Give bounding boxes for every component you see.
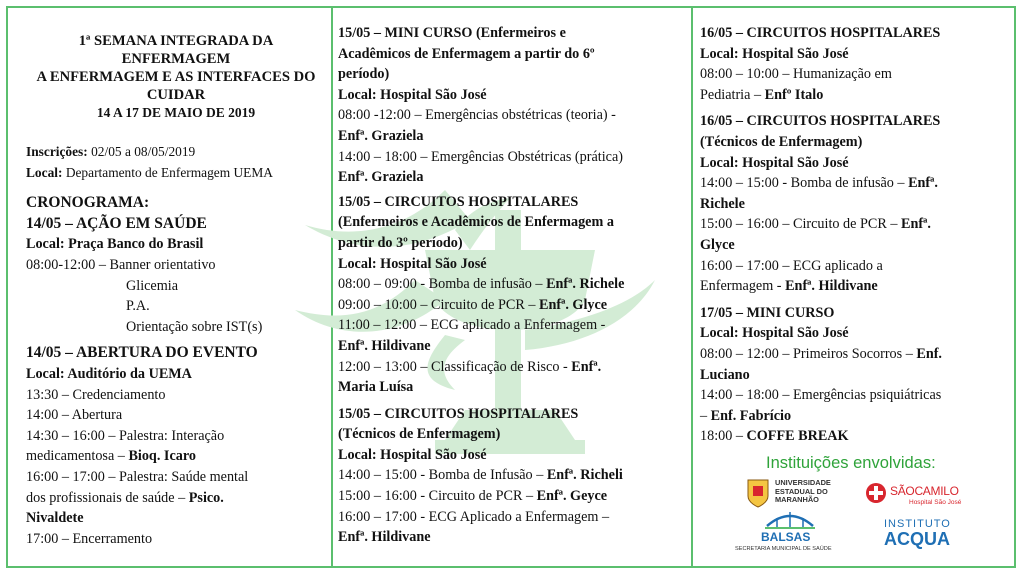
schedule-item: 12:00 – 13:00 – Classificação de Risco - Enfª.	[338, 358, 602, 375]
section-title: Acadêmicos de Enfermagem a partir do 6º	[338, 45, 595, 62]
section-title: 16/05 – CIRCUITOS HOSPITALARES	[700, 113, 941, 130]
schedule-item: 16:00 – 17:00 – ECG aplicado a	[700, 257, 883, 274]
schedule-item: 14:30 – 16:00 – Palestra: Interação	[26, 427, 225, 444]
event-title-line1: 1ª SEMANA INTEGRADA DA ENFERMAGEM	[78, 33, 274, 67]
uema-name-line: MARANHÃO	[775, 495, 819, 505]
schedule-item: dos profissionais de saúde – Psico.	[26, 489, 224, 506]
column-middle	[338, 0, 688, 548]
schedule-subitem: Orientação sobre IST(s)	[126, 318, 263, 335]
schedule-item: Luciano	[700, 366, 750, 383]
schedule-item: 17:00 – Encerramento	[26, 530, 153, 547]
section-title: (Enfermeiros e Acadêmicos de Enfermagem a	[338, 214, 614, 231]
section-title: 14/05 – AÇÃO EM SAÚDE	[26, 214, 207, 232]
schedule-item: Richele	[700, 195, 745, 212]
section-title: 15/05 – CIRCUITOS HOSPITALARES	[338, 405, 579, 422]
schedule-item: Enfª. Hildivane	[338, 337, 431, 354]
balsas-name: BALSAS	[761, 530, 811, 544]
section-location: Local: Hospital São José	[700, 154, 849, 171]
schedule-item: 14:00 – 18:00 – Emergências psiquiátricas	[700, 387, 942, 404]
schedule-item: Enfª. Graziela	[338, 169, 424, 186]
schedule-item: Enfª. Hildivane	[338, 529, 431, 546]
section-location: Local: Hospital São José	[338, 86, 487, 103]
section-title: 15/05 – MINI CURSO (Enfermeiros e	[338, 25, 566, 41]
schedule-item: 16:00 – 17:00 - ECG Aplicado a Enfermagem –	[338, 508, 610, 525]
schedule-item: Pediatria – Enfº Italo	[700, 86, 824, 103]
schedule-item: 09:00 – 10:00 – Circuito de PCR – Enfª. Glyce	[338, 296, 608, 313]
section-location: Local: Auditório da UEMA	[26, 365, 192, 382]
red-cross-icon	[865, 482, 887, 504]
acqua-logo	[884, 518, 964, 554]
schedule-item: Enfermagem - Enfª. Hildivane	[700, 278, 878, 295]
schedule-item: 18:00 – COFFE BREAK	[700, 428, 849, 445]
section-title: (Técnicos de Enfermagem)	[338, 426, 501, 443]
column-right	[700, 0, 1000, 447]
saocamilo-logo	[865, 480, 965, 510]
schedule-item: 15:00 – 16:00 - Circuito de PCR – Enfª. Geyce	[338, 488, 608, 505]
schedule-item: Nivaldete	[26, 510, 84, 527]
event-title-line2: A ENFERMAGEM E AS INTERFACES DO CUIDAR	[36, 69, 316, 103]
section-title: 14/05 – ABERTURA DO EVENTO	[26, 344, 258, 362]
schedule-item: medicamentosa – Bioq. Icaro	[26, 448, 196, 465]
schedule-item: 15:00 – 16:00 – Circuito de PCR – Enfª.	[700, 216, 931, 233]
schedule-item: 08:00 – 10:00 – Humanização em	[700, 66, 892, 83]
section-location: Local: Hospital São José	[338, 255, 487, 272]
schedule-heading: CRONOGRAMA:	[26, 194, 150, 212]
schedule-item: 16:00 – 17:00 – Palestra: Saúde mental	[26, 468, 249, 485]
uema-name-line: ESTADUAL DO	[775, 486, 828, 496]
schedule-item: 14:00 – Abertura	[26, 407, 123, 424]
event-dates: 14 A 17 DE MAIO DE 2019	[96, 105, 256, 120]
location-line: Local: Departamento de Enfermagem UEMA	[26, 164, 273, 180]
schedule-subitem: P.A.	[126, 298, 150, 315]
section-title: partir do 3º período)	[338, 234, 463, 251]
schedule-subitem: Glicemia	[126, 277, 178, 294]
schedule-item: 08:00-12:00 – Banner orientativo	[26, 256, 216, 273]
section-location: Local: Praça Banco do Brasil	[26, 236, 204, 253]
uema-logo	[745, 478, 835, 508]
schedule-item: 13:30 – Credenciamento	[26, 386, 166, 403]
balsas-logo	[735, 506, 845, 556]
balsas-sub: SECRETARIA MUNICIPAL DE SAÚDE	[735, 546, 832, 552]
saocamilo-name: SÃOCAMILO	[890, 484, 959, 498]
registration-line: Inscrições: 02/05 a 08/05/2019	[26, 144, 196, 159]
uema-crest-icon	[745, 478, 771, 508]
section-title: período)	[338, 66, 390, 83]
schedule-item: 08:00 -12:00 – Emergências obstétricas (teoria) -	[338, 107, 616, 124]
schedule-item: 14:00 – 15:00 - Bomba de infusão – Enfª.	[700, 175, 938, 192]
bridge-icon	[765, 506, 815, 530]
section-location: Local: Hospital São José	[338, 446, 487, 463]
schedule-item: 08:00 – 12:00 – Primeiros Socorros – Enf.	[700, 345, 942, 362]
saocamilo-sub: Hospital São José	[909, 499, 962, 506]
schedule-item: Enfª. Graziela	[338, 127, 424, 144]
schedule-item: 14:00 – 18:00 – Emergências Obstétricas (prática)	[338, 148, 623, 165]
section-title: 16/05 – CIRCUITOS HOSPITALARES	[700, 25, 941, 41]
uema-name-line: UNIVERSIDADE	[775, 478, 831, 487]
section-location: Local: Hospital São José	[700, 325, 849, 342]
section-title: 17/05 – MINI CURSO	[700, 304, 835, 321]
section-location: Local: Hospital São José	[700, 45, 849, 62]
acqua-line1: INSTITUTO	[884, 518, 951, 530]
section-title: 15/05 – CIRCUITOS HOSPITALARES	[338, 193, 579, 210]
column-left	[26, 0, 326, 549]
section-title: (Técnicos de Enfermagem)	[700, 133, 863, 150]
schedule-item: 11:00 – 12:00 – ECG aplicado a Enfermagem -	[338, 317, 606, 334]
schedule-item: Maria Luísa	[338, 379, 414, 396]
schedule-item: Glyce	[700, 236, 735, 253]
schedule-item: 14:00 – 15:00 - Bomba de Infusão – Enfª. Richeli	[338, 467, 623, 484]
schedule-item: – Enf. Fabrício	[700, 407, 792, 424]
schedule-item: 08:00 – 09:00 - Bomba de infusão – Enfª. Richele	[338, 276, 625, 293]
acqua-line2: ACQUA	[884, 529, 950, 549]
institutions-heading: Instituições envolvidas:	[766, 454, 936, 472]
